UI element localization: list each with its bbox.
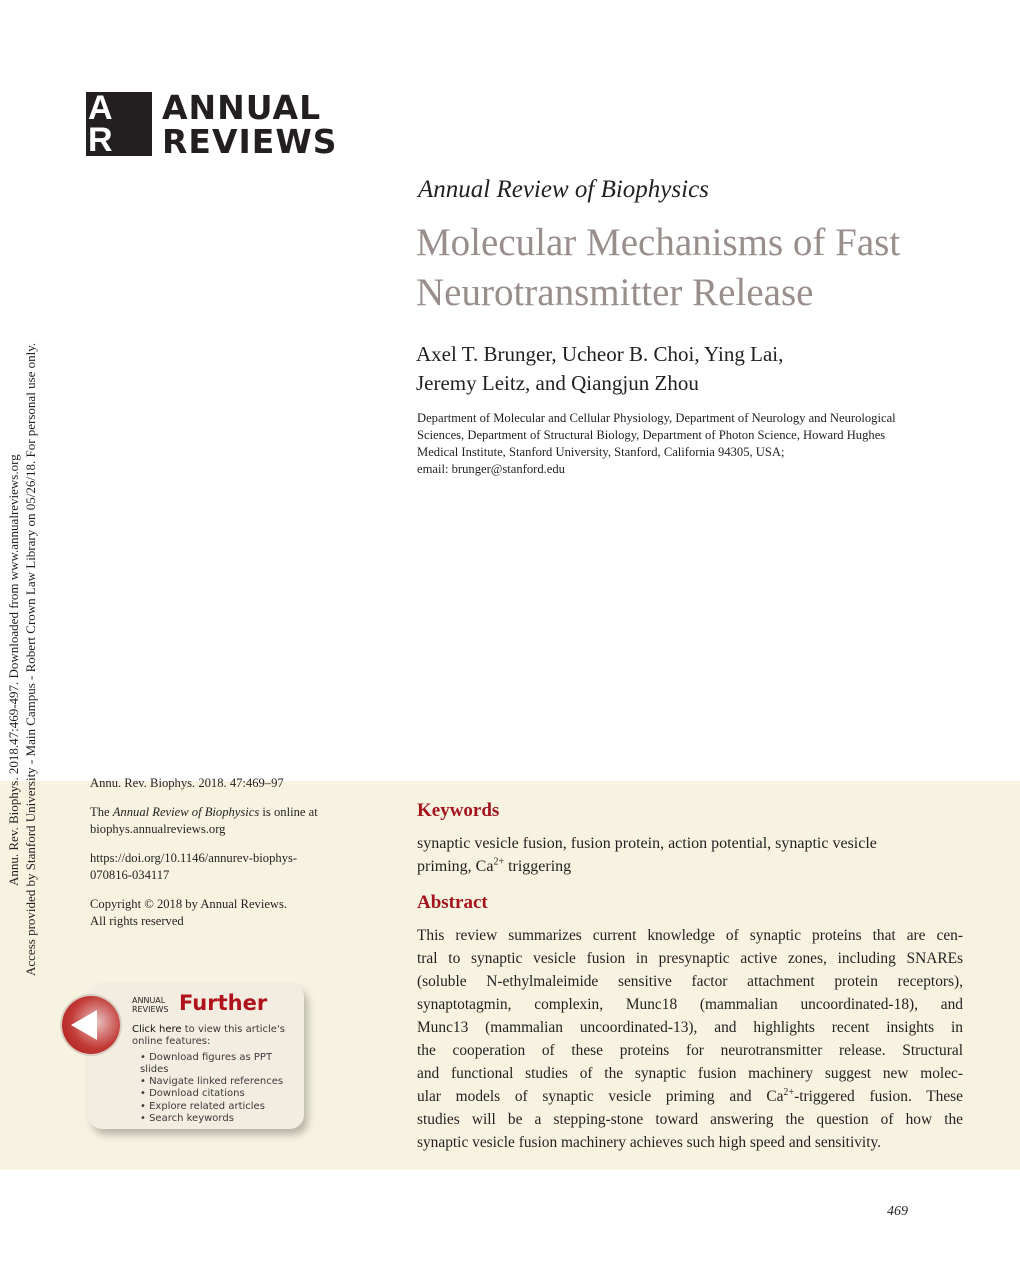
abstract-line: synaptotagmin, complexin, Munc18 (mammalian uncoordinated-18), and (417, 996, 963, 1013)
keywords-line (417, 855, 962, 878)
title-line: Neurotransmitter Release (416, 271, 814, 314)
further-title: Further (179, 991, 268, 1015)
online-text: is online at (259, 805, 318, 819)
abstract-line: synaptic vesicle fusion machinery achieves such high speed and sensitivity. (417, 1134, 882, 1151)
authors-line: Axel T. Brunger, Ucheor B. Choi, Ying Lai, (416, 342, 784, 366)
list-item: • Search keywords (140, 1113, 302, 1125)
further-body (132, 1024, 302, 1125)
abstract-line: Munc13 (mammalian uncoordinated-13), and highlights recent insights in (417, 1019, 963, 1036)
abstract-line: and functional studies of the synaptic fusion machinery suggest new molec- (417, 1065, 963, 1082)
keywords-heading: Keywords (417, 800, 500, 821)
logo-word-reviews: REVIEWS (162, 122, 338, 161)
kw-text: priming, Ca (417, 858, 494, 875)
email-line: email: brunger@stanford.edu (417, 462, 565, 476)
affiliation-line: Medical Institute, Stanford University, Stanford, California 94305, USA; (417, 445, 785, 459)
logo-letter: A (88, 89, 113, 127)
brand-line: ANNUAL (132, 996, 166, 1005)
journal-name: Annual Review of Biophysics (418, 176, 709, 203)
authors (416, 340, 783, 398)
further-brand (132, 997, 169, 1014)
abstract-line: This review summarizes current knowledge of synaptic proteins that are cen- (417, 927, 963, 944)
affiliation-line: Sciences, Department of Structural Biology, Department of Photon Science, Howard Hughes (417, 428, 886, 442)
superscript: 2+ (493, 856, 505, 868)
article-meta (90, 775, 350, 942)
doi-text[interactable]: 070816-034117 (90, 868, 170, 882)
affiliation-line: Department of Molecular and Cellular Physiology, Department of Neurology and Neurological (417, 411, 896, 425)
logo-word-annual: ANNUAL (162, 88, 322, 127)
journal-url-link[interactable]: biophys.annualreviews.org (90, 822, 226, 836)
citation: Annu. Rev. Biophys. 2018. 47:469–97 (90, 776, 284, 790)
title-line: Molecular Mechanisms of Fast (416, 221, 901, 264)
keywords-line: synaptic vesicle fusion, fusion protein, action potential, synaptic vesicle (417, 835, 877, 852)
further-features-list (132, 1052, 302, 1126)
list-item: • Download figures as PPT slides (140, 1052, 302, 1077)
further-play-button[interactable] (62, 996, 120, 1054)
article-title (416, 218, 900, 318)
rights-text: All rights reserved (90, 914, 184, 928)
copyright (90, 896, 350, 930)
list-item: • Download citations (140, 1088, 302, 1100)
online-journal: Annual Review of Biophysics (112, 805, 260, 819)
online-text: The (90, 805, 113, 819)
list-item: • Navigate linked references (140, 1076, 302, 1088)
abstract-line: (soluble N-ethylmaleimide sensitive factor attachment protein receptors), (417, 973, 963, 990)
further-box[interactable] (88, 983, 304, 1129)
list-item: • Explore related articles (140, 1101, 302, 1113)
kw-text: triggering (504, 858, 572, 875)
abstract-text-part: ular models of synaptic vesicle priming and Ca (417, 1088, 784, 1105)
abstract-line: tral to synaptic vesicle fusion in presynaptic active zones, including SNAREs (417, 950, 963, 967)
access-notice: Access provided by Stanford University - Main Campus - Robert Crown Law Library on 05/26/18. For personal use only. (23, 342, 38, 976)
abstract-text-part: -triggered fusion. These (794, 1088, 963, 1105)
abstract-text (417, 924, 963, 1154)
annual-reviews-logo (86, 88, 338, 161)
further-intro: to view this article's online features: (132, 1024, 285, 1048)
page-number: 469 (887, 1204, 908, 1219)
superscript: 2+ (783, 1086, 795, 1098)
brand-line: REVIEWS (132, 1004, 169, 1014)
doi-text[interactable]: https://doi.org/10.1146/annurev-biophys- (90, 851, 298, 865)
keywords-list (417, 832, 962, 878)
ar-logo-mark (86, 89, 152, 159)
abstract-line: the cooperation of these proteins for neurotransmitter release. Structural (417, 1042, 963, 1059)
click-here-link[interactable]: Click here (132, 1024, 182, 1035)
abstract-line (417, 1085, 963, 1108)
back-arrow-icon (71, 1010, 97, 1040)
abstract-heading: Abstract (417, 892, 488, 913)
copyright-text: Copyright © 2018 by Annual Reviews. (90, 897, 288, 911)
abstract-line: studies will be a stepping-stone toward answering the question of how the (417, 1111, 963, 1128)
doi-link[interactable] (90, 850, 350, 884)
affiliation (417, 410, 896, 478)
logo-letter: R (88, 121, 113, 159)
download-notice: Annu. Rev. Biophys. 2018.47:469-497. Downloaded from www.annualreviews.org (6, 454, 21, 886)
authors-line: Jeremy Leitz, and Qiangjun Zhou (416, 371, 699, 395)
online-info (90, 804, 350, 838)
